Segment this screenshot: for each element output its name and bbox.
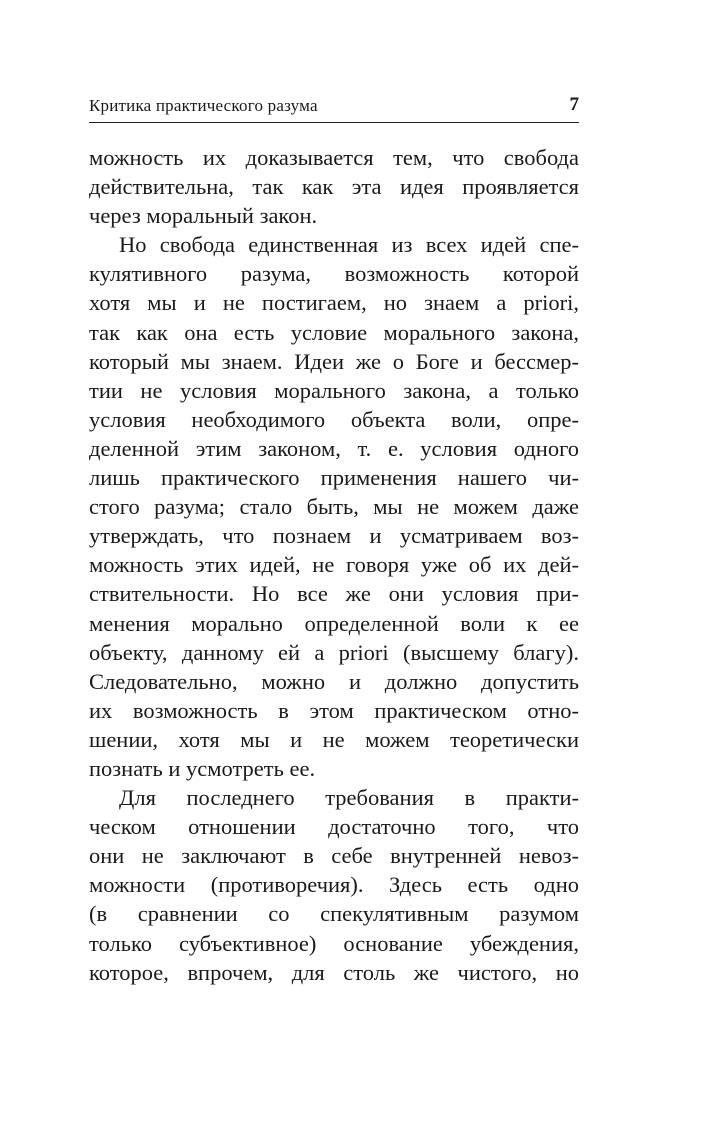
page-number: 7 (569, 94, 579, 115)
text-line: их возможность в этом практическом отно- (89, 697, 579, 723)
text-line: менения морально определенной воли к ее (89, 610, 579, 636)
text-line: так как она есть условие морального закона, (89, 319, 579, 345)
text-line: ствительности. Но все же они условия при- (89, 581, 579, 607)
body-text (89, 143, 579, 987)
text-line: познать и усмотреть ее. (89, 755, 316, 781)
book-page (89, 92, 579, 987)
running-title: Критика практического разума (89, 96, 318, 115)
text-line: только субъективное) основание убеждения, (89, 930, 579, 956)
text-line: утверждать, что познаем и усматриваем воз- (89, 523, 579, 549)
text-line: тии не условия морального закона, а только (89, 377, 579, 403)
text-line: кулятивного разума, возможность которой (89, 261, 579, 287)
text-line: объекту, данному ей a priori (высшему благу). (89, 639, 579, 665)
text-line: через моральный закон. (89, 203, 318, 229)
text-line: условия необходимого объекта воли, опре- (89, 406, 579, 432)
text-line: действительна, так как эта идея проявляется (89, 174, 579, 200)
paragraph (89, 783, 579, 987)
text-line: (в сравнении со спекулятивным разумом (89, 901, 579, 927)
text-line: Следовательно, можно и должно допустить (89, 668, 579, 694)
text-line: которое, впрочем, для столь же чистого, но (89, 959, 579, 985)
text-line: можность их доказывается тем, что свобода (89, 145, 579, 170)
paragraph (89, 143, 579, 230)
text-line: можность этих идей, не говоря уже об их дей- (89, 552, 579, 578)
text-line: деленной этим законом, т. е. условия одного (89, 435, 579, 461)
text-line: можности (противоречия). Здесь есть одно (89, 872, 579, 898)
text-line: Для последнего требования в практи- (119, 785, 579, 811)
text-line: лишь практического применения нашего чи- (89, 465, 579, 491)
text-line: который мы знаем. Идеи же о Боге и бессмер- (89, 348, 579, 374)
running-head (89, 92, 579, 123)
text-line: шении, хотя мы и не можем теоретически (89, 726, 579, 752)
text-line: стого разума; стало быть, мы не можем даже (89, 494, 579, 520)
text-line: они не заключают в себе внутренней невоз- (89, 843, 579, 869)
text-line: ческом отношении достаточно того, что (89, 814, 579, 840)
paragraph (89, 230, 579, 783)
text-line: хотя мы и не постигаем, но знаем a priori, (89, 290, 579, 316)
text-line: Но свобода единственная из всех идей спе- (119, 232, 579, 258)
